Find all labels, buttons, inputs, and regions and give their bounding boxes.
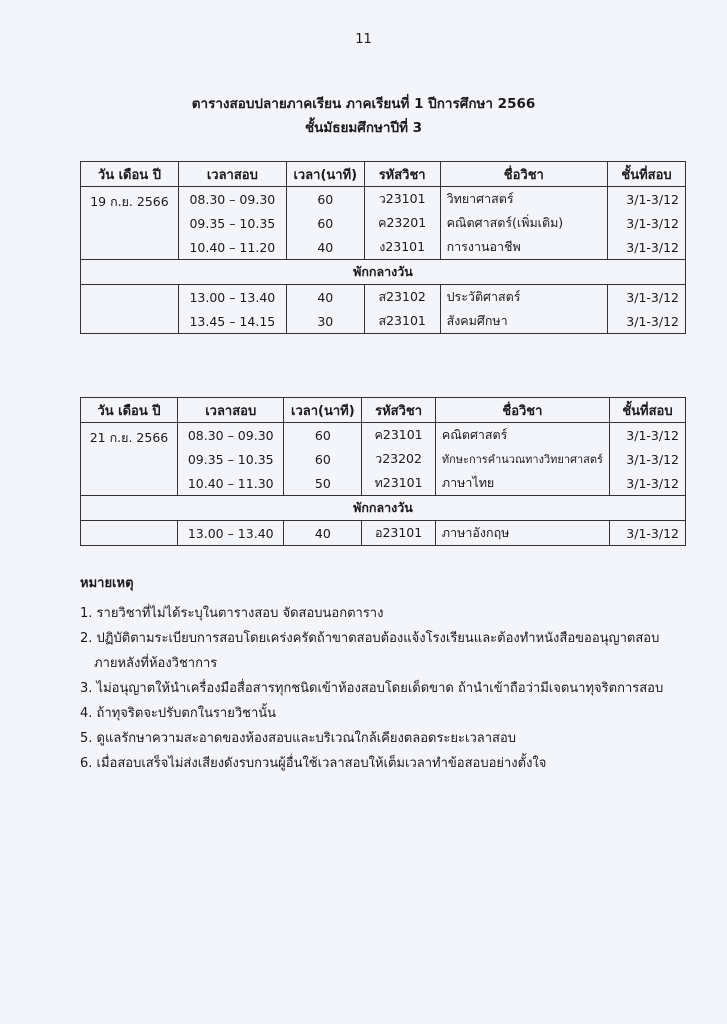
notes-title: หมายเหตุ [80,576,134,591]
subject-name: ภาษาไทย [435,471,609,496]
exam-date-empty [81,285,179,334]
exam-time: 09.35 – 10.35 [178,211,286,235]
subject-name: วิทยาศาสตร์ [440,187,608,212]
page-number: 11 [355,32,372,47]
header-subject: ชื่อวิชา [435,398,609,423]
lunch-break-label: พักกลางวัน [81,496,686,521]
table-row [81,187,686,212]
exam-room: 3/1-3/12 [609,521,685,546]
table-header-row [81,398,686,423]
exam-minutes: 40 [286,235,364,260]
exam-date-empty [81,521,178,546]
exam-room: 3/1-3/12 [609,447,685,471]
subject-code: ท23101 [362,471,436,496]
exam-time: 08.30 – 09.30 [177,423,284,448]
exam-minutes: 60 [286,187,364,212]
exam-minutes: 30 [286,309,364,334]
header-subject: ชื่อวิชา [440,162,608,187]
lunch-break-row [81,260,686,285]
exam-time: 13.00 – 13.40 [178,285,286,310]
note-item: 6. เมื่อสอบเสร็จไม่ส่งเสียงดังรบกวนผู้อื่นใช้เวลาสอบให้เต็มเวลาทำข้อสอบอย่างตั้งใจ [80,756,547,771]
subject-name: ภาษาอังกฤษ [435,521,609,546]
exam-room: 3/1-3/12 [609,423,685,448]
subject-code: ส23102 [364,285,440,310]
note-item: 1. รายวิชาที่ไม่ได้ระบุในตารางสอบ จัดสอบนอกตาราง [80,606,384,621]
exam-room: 3/1-3/12 [608,211,686,235]
note-item: 4. ถ้าทุจริตจะปรับตกในรายวิชานั้น [80,706,277,721]
header-minutes: เวลา(นาที) [284,398,362,423]
exam-time: 08.30 – 09.30 [178,187,286,212]
exam-time: 10.40 – 11.30 [177,471,284,496]
exam-room: 3/1-3/12 [608,187,686,212]
exam-room: 3/1-3/12 [609,471,685,496]
note-item: 5. ดูแลรักษาความสะอาดของห้องสอบและบริเวณใกล้เคียงตลอดระยะเวลาสอบ [80,731,517,746]
exam-time: 13.00 – 13.40 [177,521,284,546]
document-subtitle: ชั้นมัธยมศึกษาปีที่ 3 [304,120,423,136]
exam-time: 10.40 – 11.20 [178,235,286,260]
exam-minutes: 50 [284,471,362,496]
exam-date: 21 ก.ย. 2566 [81,423,178,496]
subject-name: ทักษะการคำนวณทางวิทยาศาสตร์ [435,447,609,471]
exam-time: 09.35 – 10.35 [177,447,284,471]
table-header-row [81,162,686,187]
exam-minutes: 40 [286,285,364,310]
subject-code: ค23101 [362,423,436,448]
subject-name: ประวัติศาสตร์ [440,285,608,310]
subject-code: ว23101 [364,187,440,212]
note-item: 3. ไม่อนุญาตให้นำเครื่องมือสื่อสารทุกชนิดเข้าห้องสอบโดยเด็ดขาด ถ้านำเข้าถือว่ามีเจตนาทุจริตการสอบ [80,681,664,696]
notes-section [80,572,680,776]
exam-room: 3/1-3/12 [608,309,686,334]
header-minutes: เวลา(นาที) [286,162,364,187]
exam-date: 19 ก.ย. 2566 [81,187,179,260]
header-time: เวลาสอบ [178,162,286,187]
exam-minutes: 60 [284,447,362,471]
table-row [81,521,686,546]
exam-room: 3/1-3/12 [608,285,686,310]
lunch-break-row [81,496,686,521]
subject-code: ส23101 [364,309,440,334]
document-title: ตารางสอบปลายภาคเรียน ภาคเรียนที่ 1 ปีการศึกษา 2566 [191,96,536,112]
subject-code: อ23101 [362,521,436,546]
header-code: รหัสวิชา [362,398,436,423]
exam-minutes: 40 [284,521,362,546]
note-item: 2. ปฏิบัติตามระเบียบการสอบโดยเคร่งครัดถ้าขาดสอบต้องแจ้งโรงเรียนและต้องทำหนังสือขออนุญาตสอบ [80,631,660,646]
note-item-continuation: ภายหลังที่ห้องวิชาการ [94,656,218,671]
exam-time: 13.45 – 14.15 [178,309,286,334]
header-date: วัน เดือน ปี [81,162,179,187]
table-row [81,285,686,310]
subject-code: ค23201 [364,211,440,235]
exam-schedule-table-2 [80,397,686,546]
subject-code: ง23101 [364,235,440,260]
subject-name: คณิตศาสตร์ [435,423,609,448]
header-time: เวลาสอบ [177,398,284,423]
header-room: ชั้นที่สอบ [608,162,686,187]
exam-schedule-table-1 [80,161,686,334]
subject-name: สังคมศึกษา [440,309,608,334]
header-code: รหัสวิชา [364,162,440,187]
subject-name: คณิตศาสตร์(เพิ่มเติม) [440,211,608,235]
header-date: วัน เดือน ปี [81,398,178,423]
lunch-break-label: พักกลางวัน [81,260,686,285]
exam-minutes: 60 [286,211,364,235]
exam-room: 3/1-3/12 [608,235,686,260]
exam-minutes: 60 [284,423,362,448]
subject-name: การงานอาชีพ [440,235,608,260]
table-row [81,423,686,448]
subject-code: ว23202 [362,447,436,471]
header-room: ชั้นที่สอบ [609,398,685,423]
